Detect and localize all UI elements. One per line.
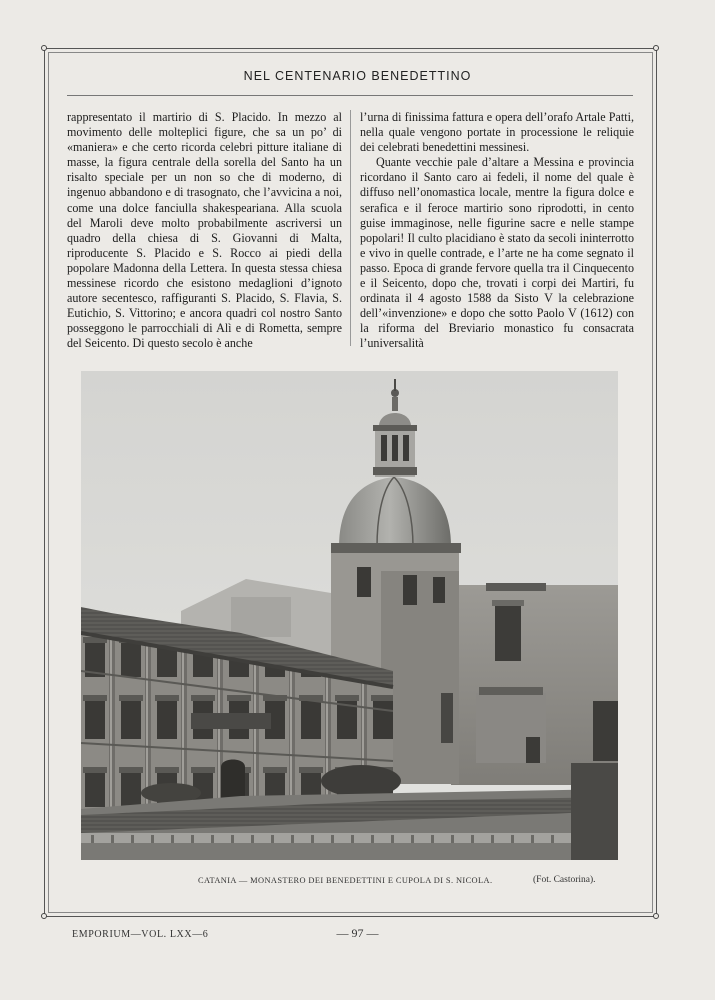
journal-footer: EMPORIUM—VOL. LXX—6	[72, 929, 209, 940]
header-rule	[67, 95, 633, 96]
text-column-left	[67, 110, 342, 352]
frame-bottom-rule-inner	[48, 912, 652, 913]
frame-right-rule-inner	[652, 52, 653, 913]
paragraph: Quante vecchie pale d’altare a Messina e provincia ricordano il Santo caro ai fedeli, il nome del quale è diffuso nell’onomastica locale, mentre la figura dolce e serafica e il feroce martirio sono riprodotti, in cento guise immaginose, nelle figurine sacre e nelle stampe popolari! Il culto placidiano è stato da secoli ininterrotto e vivo in quelle contrade, e l’arte ne ha come segnato il passo. Epoca di grande fervore quella tra il Cinquecento e il Seicento, dopo che, trovati i corpi dei Martiri, fu ordinata il 4 agosto 1588 da Sisto V la celebrazione dell’«invenzione» e dopo che sotto Paolo V (1612) con la riforma del Breviario monastico fu consacrata l’universalità	[360, 155, 634, 351]
frame-left-rule	[44, 48, 45, 917]
frame-corner-ornament	[41, 913, 47, 919]
frame-corner-ornament	[653, 45, 659, 51]
frame-top-rule-inner	[48, 52, 652, 53]
photo-credit: (Fot. Castorina).	[533, 875, 596, 885]
running-head: NEL CENTENARIO BENEDETTINO	[243, 69, 472, 83]
frame-right-rule	[656, 48, 657, 917]
paragraph: rappresentato il martirio di S. Placido. In mezzo al movimento delle molteplici figure, che sa un po’ di «maniera» e che certo ricorda celebri pitture italiane di masse, la figura centrale della sorella del Santo ha un risalto speciale per un non so che di moderno, di ingenuo abbandono e di trasognato, che l’avvicina a noi, come una dolce fanciulla shakespeariana. Alla scuola del Maroli deve molto probabilmente ascriversi un quadro della chiesa di S. Giovanni di Malta, riproducente S. Placido e S. Rocco ai piedi della popolare Madonna della Lettera. In questa stessa chiesa messinese ricordo che esistono medaglioni d’ignoto autore secentesco, raffiguranti S. Placido, S. Flavia, S. Eutichio, S. Vittorino; e ancora quadri col nostro Santo posseggono le parrocchiali di Alì e di Rometta, sempre del Seicento. Di questo secolo è anche	[67, 110, 342, 351]
column-divider	[350, 110, 351, 346]
frame-corner-ornament	[41, 45, 47, 51]
frame-corner-ornament	[653, 913, 659, 919]
paragraph: l’urna di finissima fattura e opera dell’orafo Artale Patti, nella quale vengono portate in processione le reliquie dei celebrati benedettini messinesi.	[360, 110, 634, 155]
frame-top-rule	[44, 48, 656, 49]
frame-bottom-rule	[44, 916, 656, 917]
text-column-right	[360, 110, 634, 352]
photograph-monastery-and-dome	[81, 371, 618, 860]
photo-caption: CATANIA — MONASTERO DEI BENEDETTINI E CUPOLA DI S. NICOLA.	[198, 876, 493, 885]
page-number: — 97 —	[336, 926, 379, 940]
frame-left-rule-inner	[48, 52, 49, 913]
